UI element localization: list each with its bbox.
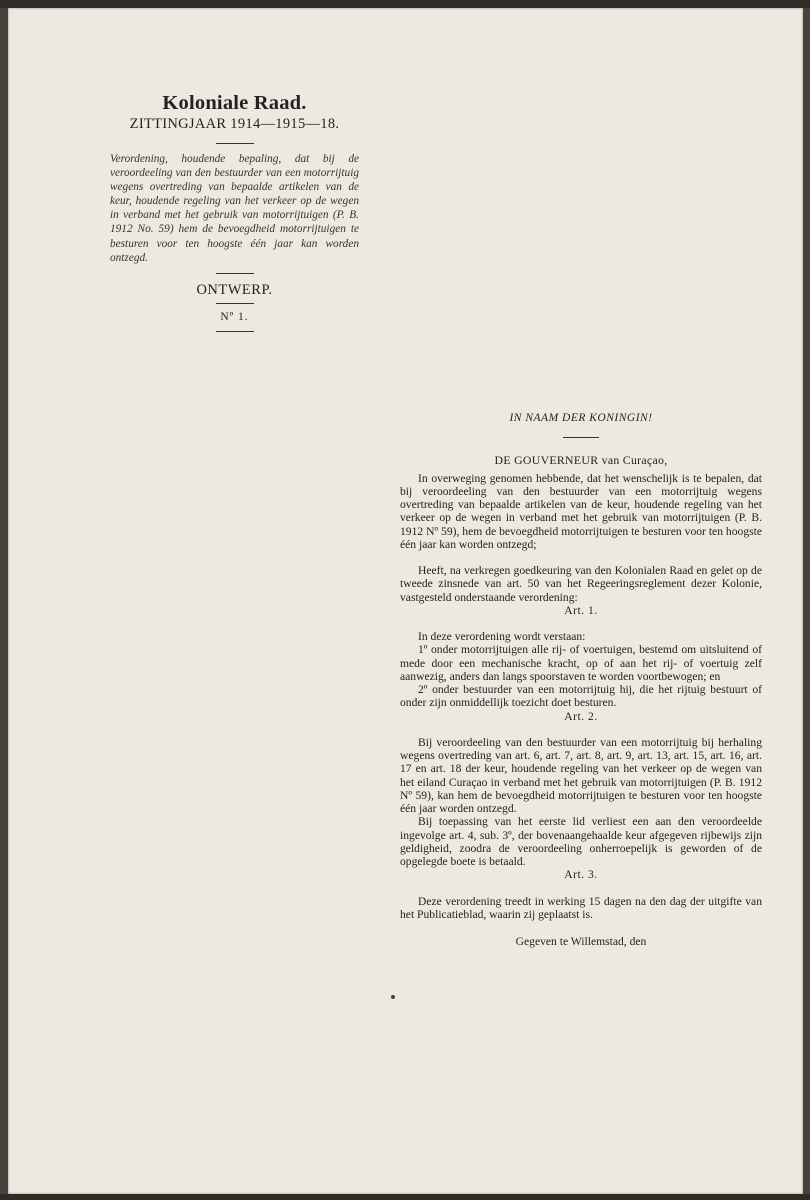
preamble-paragraph: Heeft, na verkregen goedkeuring van den Kolonialen Raad en gelet op de tweede zinsnede van art. 50 van het Regeeringsreglement dezer Kolonie, vastgesteld onderstaande verordening: bbox=[400, 564, 762, 604]
divider bbox=[216, 303, 254, 304]
article-heading: Art. 3. bbox=[564, 868, 598, 882]
divider bbox=[216, 143, 254, 144]
article-heading: Art. 1. bbox=[564, 603, 598, 617]
ordinance-subject: Verordening, houdende bepaling, dat bij de veroordeeling van den bestuurder van een motorrijtuig wegens overtreding van bepaalde artikelen van de keur, houdende regeling van het verkeer op de wegen in verband met het gebruik van motorrijtuigen (P. B. 1912 No. 59) hem de bevoegdheid motorrijtuigen te besturen voor ten hoogste één jaar kan worden ontzegd. bbox=[110, 153, 359, 264]
council-title: Koloniale Raad. bbox=[162, 92, 307, 114]
article-paragraph: 1º onder motorrijtuigen alle rij- of voertuigen, bestemd om uitsluitend of mede door een mechanische kracht, op of aan het rij- of voertuig zelf aanwezig, anders dan langs spoorstaven te worden voortbewogen; en bbox=[400, 643, 762, 683]
article-paragraph: Deze verordening treedt in werking 15 dagen na den dag der uitgifte van het Publicatieblad, waarin zij geplaatst is. bbox=[400, 894, 762, 921]
header-block bbox=[108, 92, 361, 332]
governor-line: DE GOUVERNEUR van Curaçao, bbox=[494, 453, 668, 468]
ink-dot bbox=[391, 995, 395, 999]
invocation: IN NAAM DER KONINGIN! bbox=[509, 412, 653, 424]
article-paragraph: 2º onder bestuurder van een motorrijtuig hij, die het rijtuig bestuurt of onder zijn onmiddellijk toezicht doet besturen. bbox=[400, 683, 762, 710]
divider bbox=[216, 273, 254, 274]
draft-number: Nº 1. bbox=[220, 310, 249, 323]
article-paragraph: Bij toepassing van het eerste lid verliest een aan den veroordeelde ingevolge art. 4, sub. 3º, der bovenaangehaalde keur afgegeven rijbewijs zijn geldigheid, zoodra de veroordeeling onherroepelijk is geworden of de opgelegde boete is betaald. bbox=[400, 815, 762, 868]
article-paragraph: Bij veroordeeling van den bestuurder van een motorrijtuig bij herhaling wegens overtreding van art. 6, art. 7, art. 8, art. 9, art. 13, art. 15, art. 16, art. 17 en art. 18 der keur, houdende regeling van het verkeer op de wegen van het eiland Curaçao in verband met het gebruik van motorrijtuigen (P. B. 1912 Nº 59), kan hem de bevoegdheid motorrijtuigen te besturen voor ten hoogste één jaar worden ontzegd. bbox=[400, 735, 762, 815]
scan-border-top bbox=[0, 0, 810, 8]
article-paragraph: In deze verordening wordt verstaan: bbox=[418, 630, 586, 643]
article-heading: Art. 2. bbox=[564, 709, 598, 723]
divider bbox=[563, 437, 599, 438]
signoff-line: Gegeven te Willemstad, den bbox=[515, 935, 647, 948]
scan-border-bottom bbox=[0, 1194, 810, 1200]
ordinance-body bbox=[400, 412, 762, 948]
divider bbox=[216, 331, 254, 332]
session-year: ZITTINGJAAR 1914—1915—18. bbox=[129, 116, 340, 132]
draft-label: ONTWERP. bbox=[196, 281, 273, 298]
preamble-paragraph: In overweging genomen hebbende, dat het wenschelijk is te bepalen, dat bij veroordeeling van den bestuurder van een motorrijtuig wegens overtreding van bepaalde artikelen van de keur, houdende regeling van het verkeer op de wegen in verband met het gebruik van motorrijtuigen (P. B. 1912 Nº 59), hem de bevoegdheid motorrijtuigen te besturen voor ten hoogste één jaar kan worden ontzegd; bbox=[400, 471, 762, 551]
